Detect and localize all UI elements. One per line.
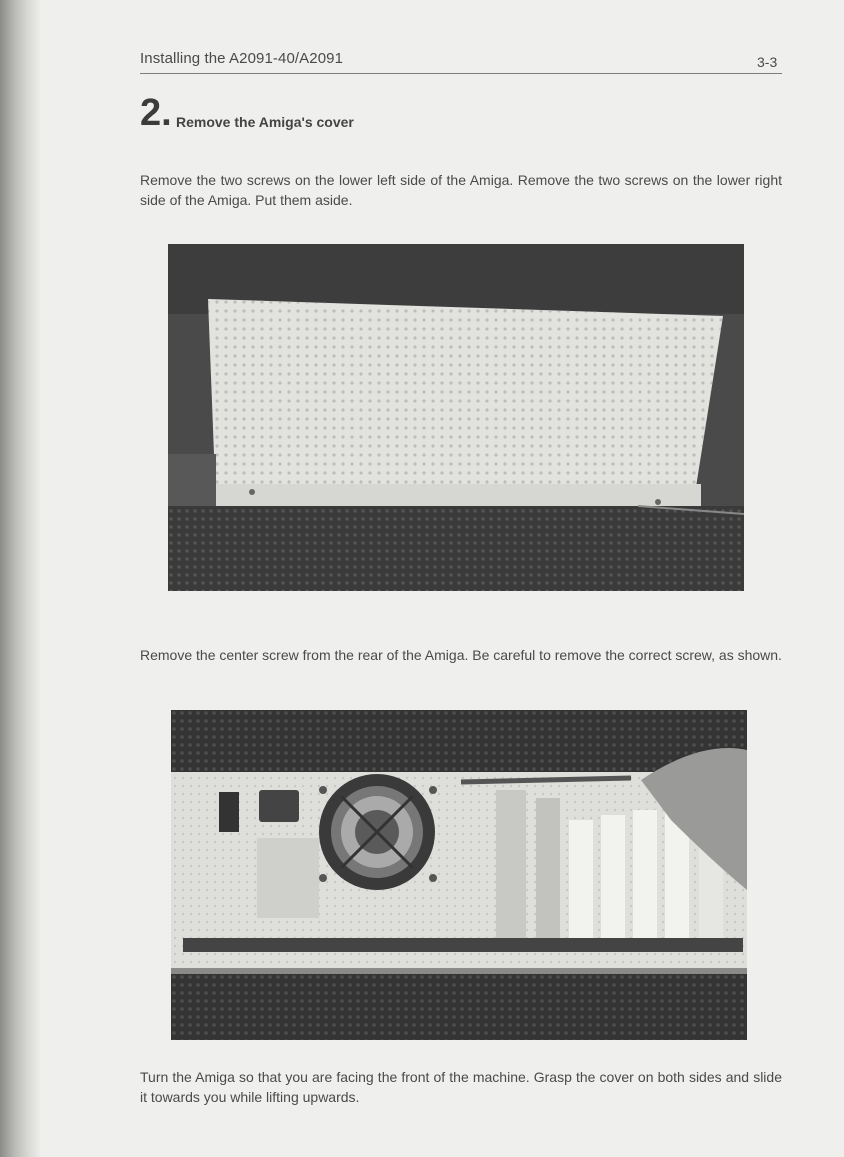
photo-amiga-rear-panel [171, 710, 747, 1040]
header-rule [140, 73, 782, 74]
instruction-paragraph-3: Turn the Amiga so that you are facing the front of the machine. Grasp the cover on both sides and slide it towards you while lifting upwards. [140, 1069, 782, 1105]
step-heading [140, 92, 354, 135]
photo-amiga-side-cover [168, 244, 744, 591]
page-number: 3-3 [757, 54, 778, 70]
instruction-paragraph-2: Remove the center screw from the rear of the Amiga. Be careful to remove the correct screw, as shown. [140, 647, 782, 663]
step-title: Remove the Amiga's cover [176, 114, 354, 130]
book-spine-shadow [0, 0, 40, 1157]
instruction-paragraph-1: Remove the two screws on the lower left side of the Amiga. Remove the two screws on the lower right side of the Amiga. Put them aside. [140, 172, 782, 208]
running-header-title: Installing the A2091-40/A2091 [140, 50, 344, 67]
step-number: 2. [140, 92, 172, 134]
